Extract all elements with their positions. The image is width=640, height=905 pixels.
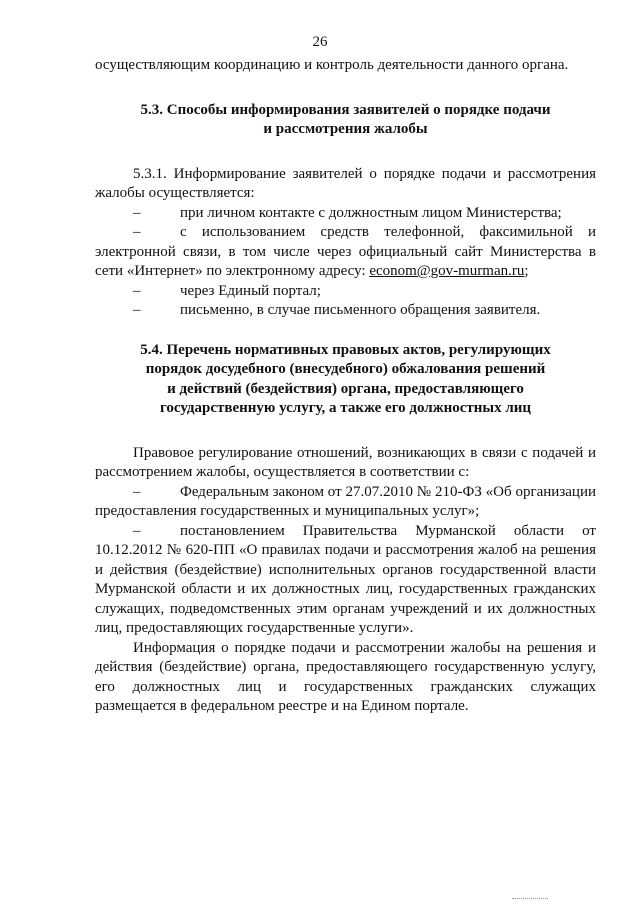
list-item-text: постановлением Правительства Мурманской области от [180,522,596,539]
paragraph-line: жалобы осуществляется: [95,185,255,201]
section-5-3-heading [95,101,596,140]
list-item-text: с использованием средств телефонной, факсимильной и [180,224,596,240]
dash-marker: – [133,282,141,299]
list-item [95,483,596,522]
section-5-4-heading [95,341,596,419]
heading-line: и рассмотрения жалобы [263,121,428,137]
email-link[interactable]: econom@gov-murman.ru [369,263,525,279]
paragraph-line: рассмотрением жалобы, осуществляется в соответствии с: [95,464,470,480]
dash-marker: – [133,483,141,500]
section-5-4-body [95,444,596,717]
dash-marker: – [133,302,141,318]
list-item [95,301,596,321]
document-body [95,56,596,717]
list-item-text [95,262,596,282]
heading-line: 5.4. Перечень нормативных правовых актов, регулирующих [140,341,551,358]
paragraph-line: Правовое регулирование отношений, возникающих в связи с подачей и [133,444,596,461]
heading-line: и действий (бездействия) органа, предоставляющего [167,380,524,397]
dash-marker: – [133,522,141,539]
heading-line: 5.3. Способы информирования заявителей о порядке подачи [140,101,551,118]
list-item-text: предоставления государственных и муниципальных услуг»; [95,503,480,519]
list-item-text: письменно, в случае письменного обращения заявителя. [180,302,541,318]
list-item-text-part: ; [524,263,529,279]
dash-marker: – [133,204,141,221]
list-item-text-part: сети «Интернет» по электронному адресу: [95,263,370,279]
list-item [95,522,596,639]
list-item-text: через Единый портал; [180,282,321,299]
page-number: 26 [312,34,328,50]
list-item [95,282,596,302]
paragraph-line: 5.3.1. Информирование заявителей о порядке подачи и рассмотрения [133,165,596,182]
list-item-text: при личном контакте с должностным лицом Министерства; [180,204,562,221]
list-item-text: электронной связи, в том числе через официальный сайт Министерства в [95,243,596,260]
heading-line: государственную услугу, а также его должностных лиц [159,400,532,416]
scan-mark [512,898,548,901]
heading-line: порядок досудебного (внесудебного) обжалования решений [145,361,546,377]
list-item [95,204,596,224]
list-item-text: 10.12.2012 № 620-ПП «О правилах подачи и рассмотрения жалоб на решения и действия (бездействие) исполнительных органов государственной власти Мурманской области и их должностных лиц, государственных гражданских служащих, подведомственных этим органам учреждений и их должностных лиц, предоставляющих государственные услуги». [95,542,596,636]
dash-marker: – [133,224,141,240]
intro-line: осуществляющим координацию и контроль деятельности данного органа. [95,57,569,73]
list-item [95,223,596,282]
final-paragraph: Информация о порядке подачи и рассмотрении жалобы на решения и действия (бездействие) органа, предоставляющего государственную услугу, его должностных лиц и государственных гражданских служащих размещается в федеральном реестре и на Едином портале. [95,639,596,714]
section-5-3-body [95,165,596,321]
list-item-text: Федеральным законом от 27.07.2010 № 210-ФЗ «Об организации [180,483,596,500]
